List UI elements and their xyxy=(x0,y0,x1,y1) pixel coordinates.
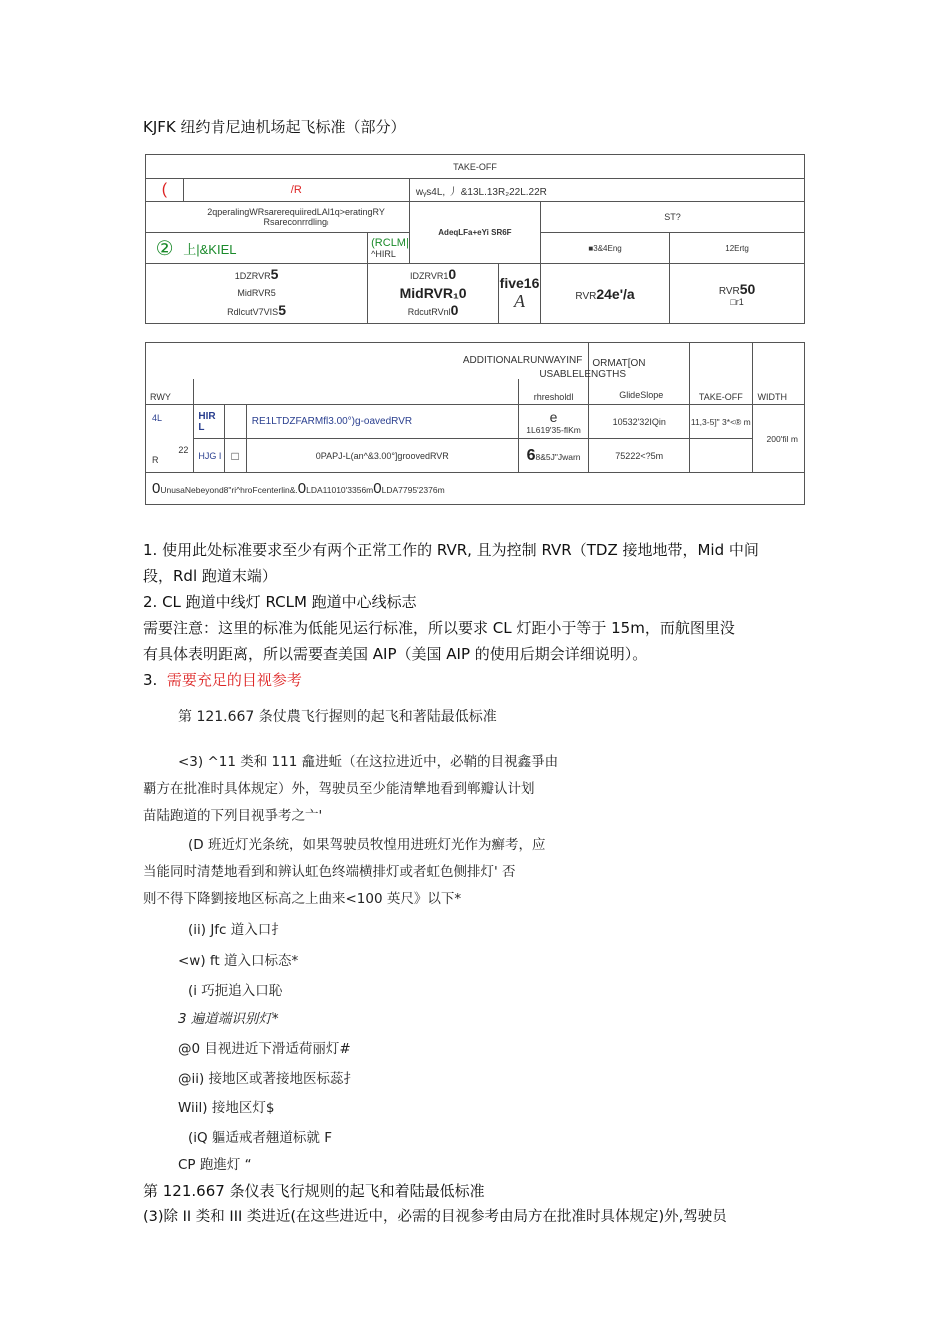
takeoff-col-header: TAKE-OFF xyxy=(690,343,752,405)
scan-line: 苗陆跑道的下列目视爭考之亠' xyxy=(143,808,323,824)
rwy-header: RWY xyxy=(146,379,194,405)
table-footnote xyxy=(146,473,805,505)
rvr5-sub: □r1 xyxy=(730,296,744,307)
rwy1-takeoff: 11,3-5]" 3*<® m xyxy=(690,405,752,439)
rvr-col4 xyxy=(541,264,670,324)
scan-line: 覇方在批准时具体规定）外，驾驶员至少能清犨地看到郸瓣认计划 xyxy=(143,781,535,797)
rwy2-desc: 0PAPJ-L(an^&3.00°]groovedRVR xyxy=(246,439,518,473)
note-line: 1. 使用此处标准要求至少有两个正常工作的 RVR, 且为控制 RVR（TDZ 接地地带，Mid 中间 xyxy=(143,541,759,559)
hjg-cell: HJG I xyxy=(194,439,224,473)
note-3-text: 需要充足的目视参考 xyxy=(166,671,302,689)
rvr2-tdz-val: 0 xyxy=(448,266,457,282)
rwy1-glide: 10532'32IQin xyxy=(589,405,690,439)
rvr1-rdl-val: 5 xyxy=(278,302,286,318)
width-value: 200'fil m xyxy=(752,405,804,473)
foot-text-2: LDA11010'3356m xyxy=(306,485,374,495)
rvr1-rdl: RdlcutV7VIS xyxy=(227,307,279,317)
rvr5-value: 50 xyxy=(739,280,756,297)
rvr3-value: five16 xyxy=(499,275,540,291)
foot-text-1: UnusaNebeyond8"ri^hroFcenterlin&. xyxy=(160,485,298,495)
usable-lengths-header: USABLELENGTHS xyxy=(539,368,627,380)
rwy2-thr-value: 8&5J"Jwarn xyxy=(535,451,581,462)
rvr-col3 xyxy=(499,264,541,324)
rvr5-label: RVR xyxy=(718,285,740,297)
rclm-label: (RCLM| xyxy=(371,237,409,249)
scan-line: @0 目视进近下滑适荷丽灯# xyxy=(178,1041,351,1057)
rvr1-mid: MidRVR5 xyxy=(237,288,276,298)
adequate-label: AdeqLFa+eYi SR6F xyxy=(409,202,540,264)
rwy-4l: 4L xyxy=(146,405,194,439)
hirl-cell: HIR L xyxy=(194,405,224,439)
rwy1-desc: RE1LTDZFARMfl3.00°)g-oavedRVR xyxy=(246,405,518,439)
rwy2-glide: 75222<?5m xyxy=(589,439,690,473)
circled-two: ② xyxy=(146,233,184,264)
rvr2-mid: MidRVR₁0 xyxy=(399,285,467,301)
rvr2-tdz: IDZRVR1 xyxy=(410,271,449,281)
scan-line: <w) ft 道入口标态* xyxy=(178,953,299,969)
rwy2-box: □ xyxy=(224,439,246,473)
rwy-r: R xyxy=(152,455,159,466)
note-line: 段，Rdl 跑道末端） xyxy=(143,567,277,585)
eng12-label: 12Ertg xyxy=(670,233,805,264)
scan-line: 当能同时清楚地看到和辨认虹色终端横排灯或者虹色侧排灯' 否 xyxy=(143,864,516,880)
scan-line: (i 巧扼追入口恥 xyxy=(188,983,283,999)
foot-zero-3: 0 xyxy=(373,480,382,497)
rwy1-threshold xyxy=(518,405,589,439)
kiel-text: 上|&KIEL xyxy=(183,241,237,257)
rvr4-label: RVR xyxy=(575,290,597,302)
foot-zero-2: 0 xyxy=(297,480,307,497)
rwy1-thr-value: 1L619'35-flKm xyxy=(526,424,581,435)
rvr-col1 xyxy=(146,264,368,324)
rwy1-e: e xyxy=(549,408,558,425)
note-line: 2. CL 跑道中线灯 RCLM 跑道中心线标志 xyxy=(143,593,417,611)
note-line: 需要注意：这里的标准为低能见运行标准，所以要求 CL 灯距小于等于 15m，而航图里没 xyxy=(143,619,735,637)
runways-label: wᵧs4L, 丿 &13L.13R₂22L.22R xyxy=(409,179,804,202)
scan-line: CP 跑進灯 “ xyxy=(178,1157,252,1173)
red-mark: ( xyxy=(146,179,184,202)
takeoff-header: TAKE-OFF xyxy=(146,155,805,179)
scan-line: (iQ 軀适戒者翹道标就 F xyxy=(188,1130,332,1146)
rwy2-thr-big: 6 xyxy=(526,446,536,464)
rwy-22: 22 xyxy=(178,445,189,456)
scan-heading: 第 121.667 条仗農飞行握则的起飞和著陆最低标准 xyxy=(178,709,497,725)
scan-line: (ii) Jfc 道入口扌 xyxy=(188,922,285,938)
notes-block xyxy=(143,537,813,693)
operating-rvr-note: 2qperalingWRsarerequiiredLAl1q>eratingRY Rsareconrrdlingₗ xyxy=(183,202,409,233)
rwy2-threshold xyxy=(518,439,589,473)
additional-runway-header: ADDITIONALRUNWAYINF xyxy=(146,343,589,379)
final-heading: 第 121.667 条仪表飞行规则的起飞和着陆最低标准 xyxy=(143,1182,485,1200)
scan-line: Wiil) 接地区灯$ xyxy=(178,1100,275,1116)
width-header: WIDTH xyxy=(752,343,804,405)
final-line: (3)除 II 类和 III 类进近(在这些进近中，必需的目视参考由局方在批准时具体规定)外,驾驶员 xyxy=(143,1209,727,1225)
std-label: ST? xyxy=(541,202,805,233)
kiel-label xyxy=(183,233,367,264)
glideslope-header: GlideSlope xyxy=(619,389,664,400)
note-3-num: 3. xyxy=(143,671,158,689)
scan-line: (D 班近灯光条统，如果驾驶员牧惶用进班灯光作为癬考，应 xyxy=(188,837,546,853)
hirl-label: ^HIRL xyxy=(371,249,396,259)
rvr3-a: A xyxy=(514,291,526,311)
runway-info-table xyxy=(145,342,805,505)
rvr1-tdz: 1DZRVR xyxy=(234,271,271,281)
note-line: 有具体表明距离，所以需要查美国 AIP（美国 AIP 的使用后期会详细说明）。 xyxy=(143,645,648,663)
rvr2-rdl-val: 0 xyxy=(450,302,459,318)
takeoff-table xyxy=(145,154,805,324)
foot-text-3: LDA7795'2376m xyxy=(381,485,445,495)
scan-line: @ii) 接地区或著接地医标蕊扌 xyxy=(178,1071,358,1087)
rvr4-value: 24e'/a xyxy=(596,285,635,302)
ormat-label: ORMAT[ON xyxy=(589,343,690,379)
rvr2-rdl: RdcutRVnl xyxy=(407,307,451,317)
rvr1-tdz-val: 5 xyxy=(270,266,279,282)
rwy-22r xyxy=(146,439,194,473)
scan-line: <3) ^11 类和 111 龕进蚯（在这拉进近中，必鞘的目視鑫爭由 xyxy=(178,754,559,770)
threshold-header: rhresholdl xyxy=(518,379,589,405)
page-title: KJFK 纽约肯尼迪机场起飞标准（部分） xyxy=(143,118,406,136)
rvr-col2 xyxy=(368,264,499,324)
foot-zero-1: 0 xyxy=(152,480,161,497)
rvr-col5 xyxy=(670,264,805,324)
r1-slash-r: /R xyxy=(183,179,409,202)
scan-line: 3 遍道端识别灯* xyxy=(178,1011,279,1027)
scan-line: 则不得下降劉接地区标高之上曲来<100 英尺》以下* xyxy=(143,891,462,907)
note-3 xyxy=(143,667,813,693)
eng34-label: ■3&4Eng xyxy=(541,233,670,264)
